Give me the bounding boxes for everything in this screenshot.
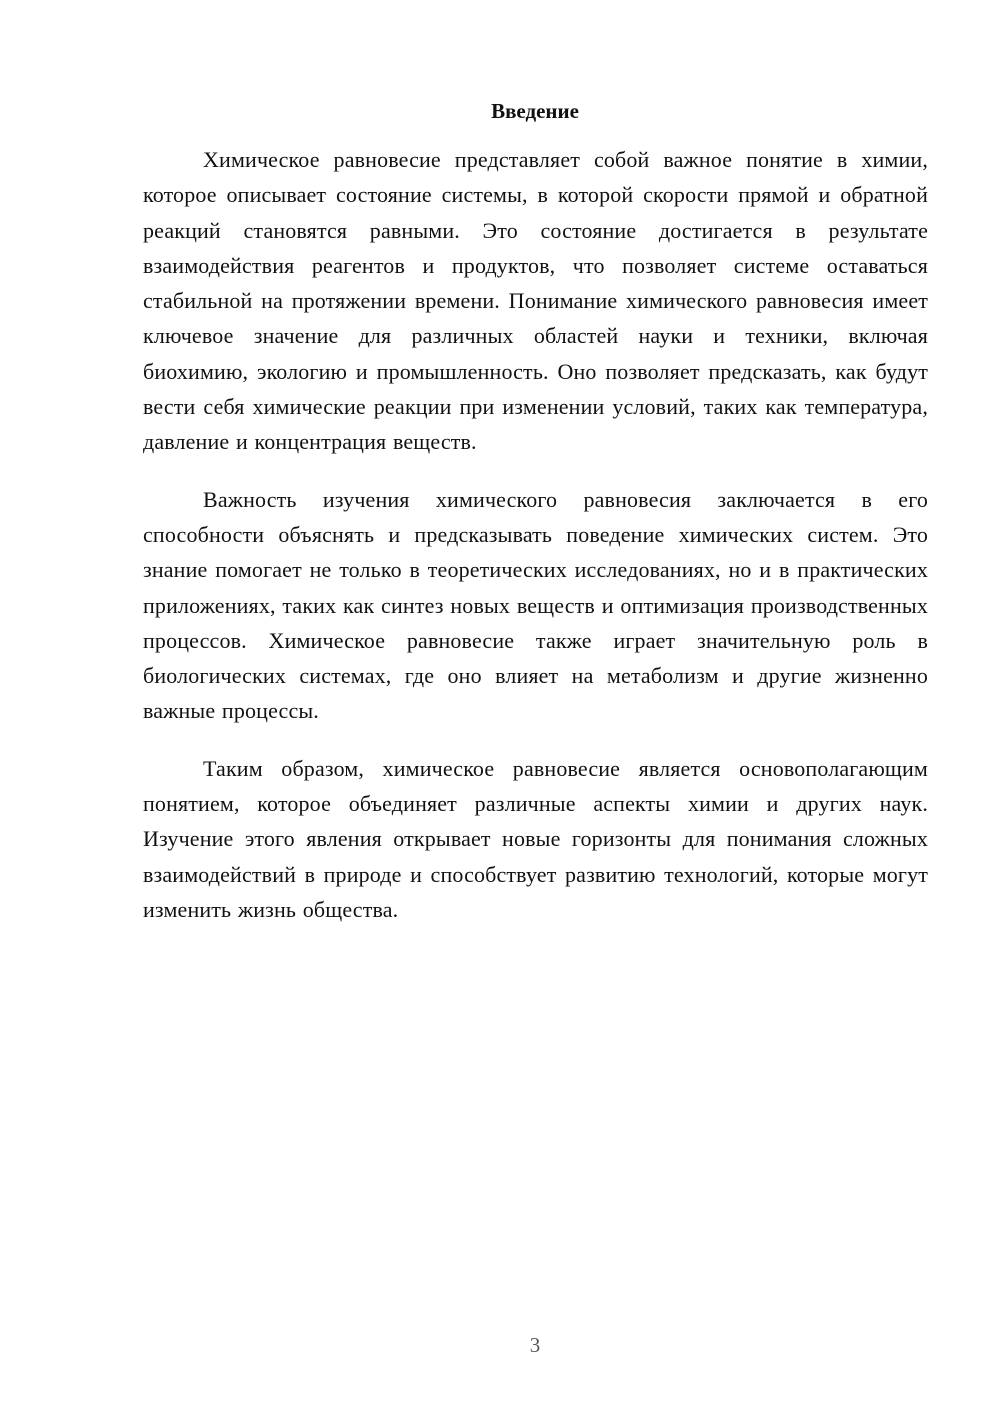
body-text xyxy=(143,142,928,949)
paragraph-1: Химическое равновесие представляет собой важное понятие в химии, которое описывает состояние системы, в которой скорости прямой и обратной реакций становятся равными. Это состояние достигается в результате взаимодействия реагентов и продуктов, что позволяет системе оставаться стабильной на протяжении времени. Понимание химического равновесия имеет ключевое значение для различных областей науки и техники, включая биохимию, экологию и промышленность. Оно позволяет предсказать, как будут вести себя химические реакции при изменении условий, таких как температура, давление и концентрация веществ. xyxy=(143,147,928,455)
paragraph-2: Важность изучения химического равновесия заключается в его способности объяснять и предсказывать поведение химических систем. Это знание помогает не только в теоретических исследованиях, но и в практических приложениях, таких как синтез новых веществ и оптимизация производственных процессов. Химическое равновесие также играет значительную роль в биологических системах, где оно влияет на метаболизм и другие жизненно важные процессы. xyxy=(143,486,928,724)
section-heading: Введение xyxy=(491,99,579,123)
page-number: 3 xyxy=(529,1333,541,1357)
paragraph-3: Таким образом, химическое равновесие является основополагающим понятием, которое объединяет различные аспекты химии и других наук. Изучение этого явления открывает новые горизонты для понимания сложных взаимодействий в природе и способствует развитию технологий, которые могут изменить жизнь общества. xyxy=(143,755,928,922)
